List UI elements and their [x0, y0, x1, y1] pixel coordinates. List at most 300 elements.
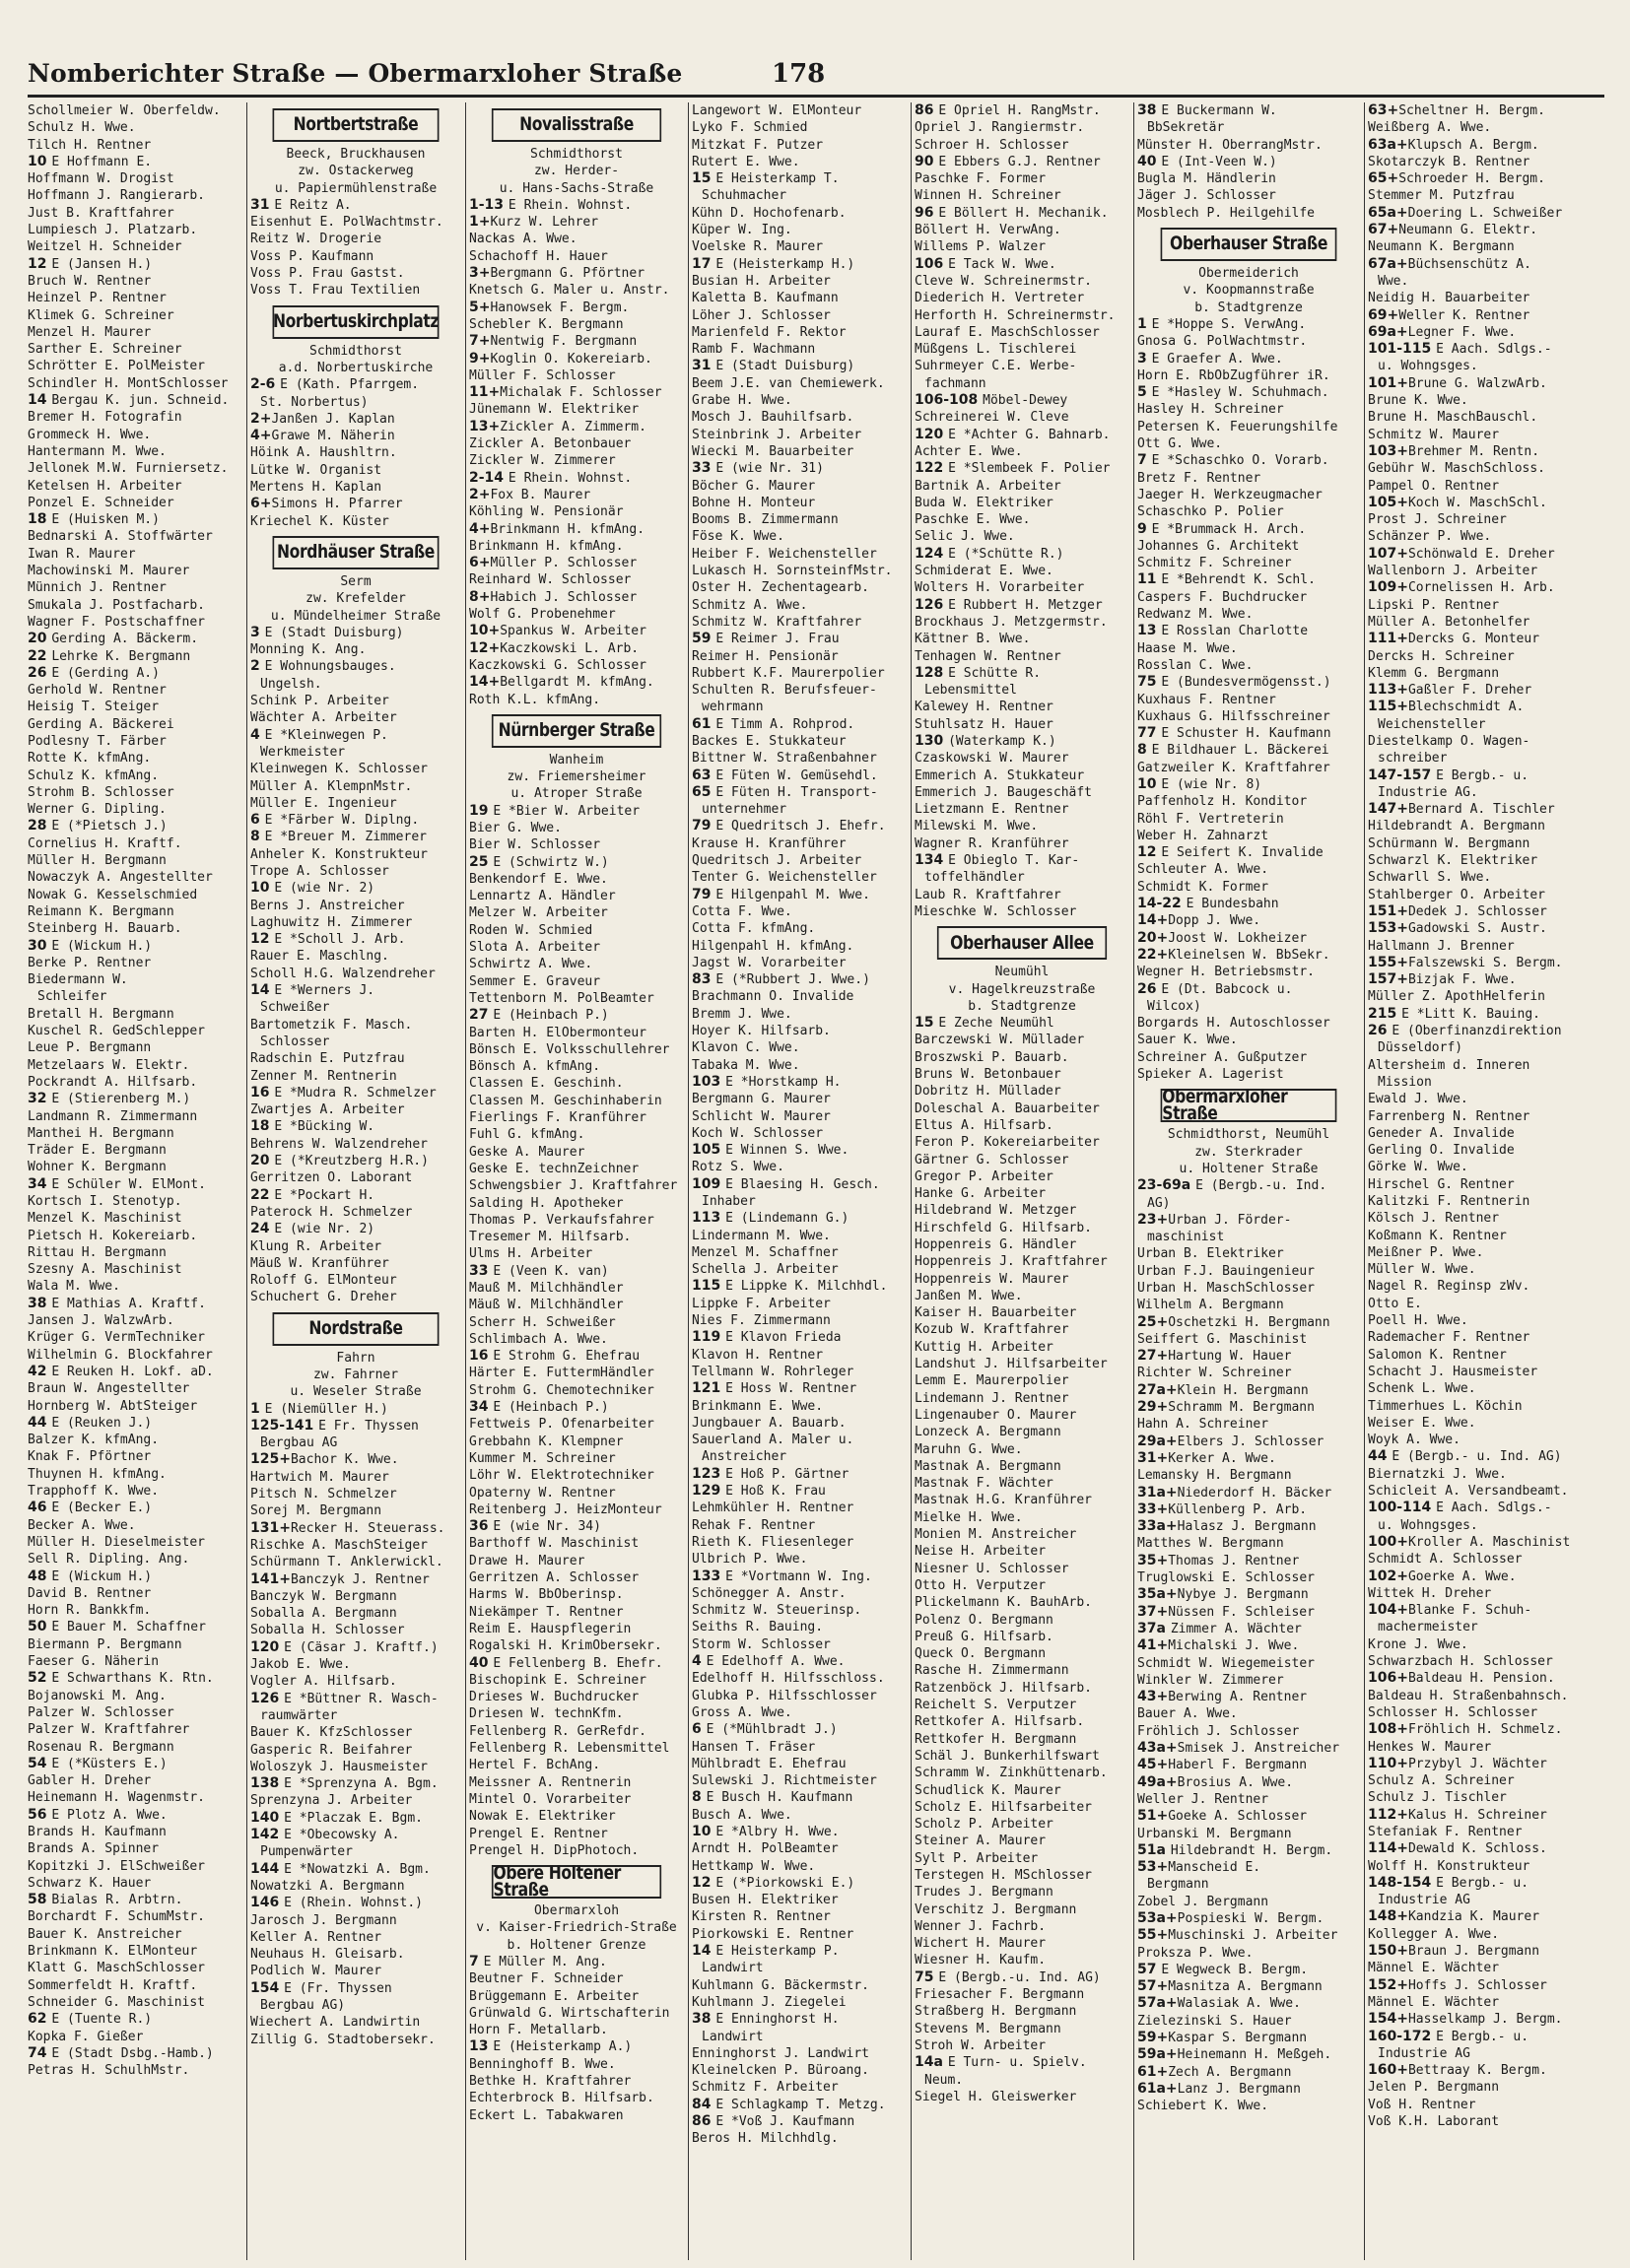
directory-entry: 69+Weller K. Rentner	[1368, 306, 1530, 323]
directory-entry: Klavon H. Rentner	[692, 1347, 824, 1363]
directory-entry: Barthoff W. Maschinist	[469, 1536, 640, 1552]
directory-entry: Gregor P. Arbeiter	[915, 1168, 1053, 1184]
directory-entry: Stefaniak F. Rentner	[1368, 1824, 1523, 1839]
directory-entry: Meissner A. Rentnerin	[469, 1774, 632, 1790]
directory-entry: Mieschke W. Schlosser	[915, 903, 1077, 919]
directory-entry: Bergbau AG)	[260, 1997, 346, 2013]
directory-entry: Schroer H. Schlosser	[915, 137, 1069, 153]
directory-columns	[28, 102, 1604, 2260]
directory-entry: Fellenberg R. Lebensmittel	[469, 1741, 670, 1757]
directory-entry: 35a+Nybye J. Bergmann	[1137, 1586, 1309, 1603]
street-location-note: u. Hans-Sachs-Straße	[499, 180, 654, 196]
directory-entry: Wilhelm A. Bergmann	[1137, 1298, 1284, 1313]
directory-entry: Podlesny T. Färber	[28, 733, 167, 749]
directory-entry: Matthes W. Bergmann	[1137, 1536, 1284, 1552]
directory-entry: 146 E (Rhein. Wohnst.)	[250, 1895, 423, 1911]
directory-entry: Reimann K. Bergmann	[28, 903, 174, 919]
directory-entry: Schmitz W. Steuerinsp.	[692, 1603, 862, 1619]
directory-entry: Rasche H. Zimmermann	[915, 1663, 1069, 1679]
directory-entry: Schlosser H. Schlosser	[1368, 1704, 1538, 1720]
directory-entry: Reinhard W. Schlosser	[469, 572, 632, 588]
directory-entry: Manthei H. Bergmann	[28, 1125, 174, 1141]
directory-entry: Prengel E. Rentner	[469, 1826, 608, 1841]
directory-entry: Brands H. Kaufmann	[28, 1824, 167, 1839]
directory-entry: Eckert L. Tabakwaren	[469, 2107, 624, 2123]
directory-entry: Heinzel P. Rentner	[28, 291, 167, 306]
directory-entry: 103 E *Horstkamp H.	[692, 1073, 842, 1090]
directory-entry: Gatzweiler K. Kraftfahrer	[1137, 760, 1330, 775]
directory-entry: 104+Blanke F. Schuh-	[1368, 1602, 1532, 1619]
directory-entry: Schollmeier W. Oberfeldw.	[28, 103, 221, 118]
directory-entry: Rettkofer H. Bergmann	[915, 1731, 1077, 1747]
directory-entry: 31 E (Stadt Duisburg)	[692, 358, 855, 374]
directory-entry: 52 E Schwarthans K. Rtn.	[28, 1670, 214, 1687]
page-number: 178	[772, 59, 826, 89]
directory-entry: 126 E *Büttner R. Wasch-	[250, 1690, 439, 1706]
directory-entry: Redwanz M. Wwe.	[1137, 607, 1254, 623]
directory-entry: Gerritzen O. Laborant	[250, 1170, 413, 1186]
directory-entry: Harms W. BbOberinsp.	[469, 1587, 624, 1603]
directory-entry: Grebbahn K. Klempner	[469, 1434, 624, 1449]
directory-entry: Schänzer P. Wwe.	[1368, 529, 1492, 545]
directory-entry: Niesner U. Schlosser	[915, 1561, 1069, 1576]
directory-entry: Wiecki M. Bauarbeiter	[692, 443, 854, 459]
directory-entry: Koßmann K. Rentner	[1368, 1228, 1507, 1243]
directory-entry: 1 E *Hoppe S. VerwAng.	[1137, 315, 1307, 332]
directory-entry: Sprenzyna J. Arbeiter	[250, 1793, 413, 1809]
street-location-note: a.d. Norbertuskirche	[278, 360, 434, 375]
directory-entry: 100+Kroller A. Maschinist	[1368, 1533, 1571, 1550]
directory-entry: Zenner M. Rentnerin	[250, 1068, 397, 1084]
directory-entry: Schneider G. Maschinist	[28, 1994, 206, 2010]
directory-entry: Kättner B. Wwe.	[915, 632, 1031, 647]
directory-entry: 123 E Hoß P. Gärtner	[692, 1465, 849, 1482]
directory-entry: Bischopink E. Schreiner	[469, 1672, 647, 1688]
directory-entry: 102+Goerke A. Wwe.	[1368, 1568, 1517, 1584]
directory-entry: Gerding A. Bäckerei	[28, 716, 174, 732]
directory-entry: Eltus A. Hilfsarb.	[915, 1117, 1053, 1133]
directory-entry: Schmiderat E. Wwe.	[915, 564, 1053, 579]
directory-entry: Kuhlmann G. Bäckermstr.	[692, 1977, 870, 1993]
page-title: Nomberichter Straße — Obermarxloher Straße	[28, 59, 683, 88]
directory-entry: 106-108 Möbel-Dewey	[915, 392, 1068, 409]
directory-entry: Menzel M. Schaffner	[692, 1244, 839, 1260]
directory-entry: Röhl F. Vertreterin	[1137, 811, 1284, 827]
directory-entry: Hildebrand W. Metzger	[915, 1203, 1077, 1219]
directory-entry: 48 E (Wickum H.)	[28, 1568, 153, 1584]
directory-entry: 69a+Legner F. Wwe.	[1368, 323, 1517, 340]
directory-entry: Paterock H. Schmelzer	[250, 1204, 413, 1220]
directory-entry: 101+Brune G. WalzwArb.	[1368, 374, 1547, 391]
directory-entry: Gerhold W. Rentner	[28, 683, 167, 699]
directory-entry: Horn F. Metallarb.	[469, 2023, 608, 2038]
directory-entry: Landshut J. Hilfsarbeiter	[915, 1357, 1108, 1372]
directory-entry: Knak F. Pförtner	[28, 1449, 152, 1465]
directory-entry: Salding H. Apotheker	[469, 1195, 624, 1211]
street-location-note: Schmidthorst, Neumühl	[1167, 1127, 1330, 1143]
directory-entry: Gerling O. Invalide	[1368, 1143, 1515, 1159]
directory-entry: Sommerfeldt H. Kraftf.	[28, 1977, 198, 1993]
directory-entry: Siegel H. Gleiswerker	[915, 2089, 1077, 2104]
directory-entry: u. Wohngsges.	[1378, 359, 1478, 374]
directory-entry: 59+Kaspar S. Bergmann	[1137, 2030, 1308, 2046]
directory-entry: Spieker A. Lagerist	[1137, 1067, 1284, 1083]
directory-entry: 4 E *Kleinwegen P.	[250, 726, 388, 743]
directory-entry: Schmidt A. Schlosser	[1368, 1552, 1523, 1568]
directory-entry: Klavon C. Wwe.	[692, 1040, 800, 1056]
directory-entry: Woloszyk J. Hausmeister	[250, 1759, 429, 1774]
directory-entry: 59 E Reimer J. Frau	[692, 631, 840, 647]
directory-entry: 151+Dedek J. Schlosser	[1368, 902, 1547, 919]
directory-entry: 65+Schroeder H. Bergm.	[1368, 170, 1545, 187]
street-location-note: Neumühl	[994, 965, 1050, 980]
directory-entry: Reichelt S. Verputzer	[915, 1698, 1077, 1713]
directory-entry: 36 E (wie Nr. 34)	[469, 1518, 601, 1535]
directory-entry: Proksza P. Wwe.	[1137, 1945, 1254, 1961]
directory-entry: Paschke E. Wwe.	[915, 512, 1031, 528]
directory-entry: Beros H. Milchhdlg.	[692, 2131, 839, 2147]
directory-entry: Booms B. Zimmermann	[692, 512, 839, 528]
directory-entry: Bojanowski M. Ang.	[28, 1688, 167, 1703]
directory-entry: 8 E Bildhauer L. Bäckerei	[1137, 742, 1329, 759]
directory-entry: Wagner R. Kranführer	[915, 835, 1069, 851]
column-divider	[1133, 102, 1134, 2260]
directory-entry: Neuhaus H. Gleisarb.	[250, 1947, 405, 1963]
directory-entry: Stemmer M. Putzfrau	[1368, 188, 1515, 204]
directory-entry: 120 E (Cäsar J. Kraftf.)	[250, 1638, 439, 1655]
directory-entry: Klatt G. MaschSchlosser	[28, 1961, 206, 1976]
directory-entry: Düsseldorf)	[1378, 1040, 1463, 1056]
directory-entry: 7+Nentwig F. Bergmann	[469, 333, 638, 350]
street-location-note: Beeck, Bruckhausen	[286, 147, 426, 162]
directory-entry: 14-22 E Bundesbahn	[1137, 896, 1279, 912]
directory-entry: Knetsch G. Maler u. Anstr.	[469, 283, 670, 299]
directory-entry: Hildebrandt A. Bergmann	[1368, 819, 1546, 834]
directory-entry: Müller Z. ApothHelferin	[1368, 989, 1546, 1005]
street-location-note: zw. Ostackerweg	[298, 164, 414, 179]
directory-entry: Seiffert G. Maschinist	[1137, 1331, 1308, 1347]
street-heading: Novalisstraße	[492, 108, 661, 142]
directory-entry: 61+Zech A. Bergmann	[1137, 2063, 1292, 2080]
directory-entry: 86 E *Voß J. Kaufmann	[692, 2113, 855, 2130]
directory-entry: Broszwski P. Bauarb.	[915, 1049, 1069, 1065]
directory-entry: Brune H. MaschBauschl.	[1368, 410, 1538, 426]
directory-entry: 22 Lehrke K. Bergmann	[28, 647, 191, 664]
directory-entry: Bethke H. Kraftfahrer	[469, 2074, 632, 2090]
directory-entry: 18 E *Bücking W.	[250, 1118, 375, 1135]
directory-entry: Schürmann W. Bergmann	[1368, 835, 1530, 851]
directory-entry: 148-154 E Bergb.- u.	[1368, 1874, 1529, 1891]
directory-entry: Tenhagen W. Rentner	[915, 648, 1061, 664]
directory-entry: Seiths R. Bauing.	[692, 1620, 824, 1635]
directory-entry: 4 E Edelhoff A. Wwe.	[692, 1653, 846, 1670]
directory-entry: Industrie AG.	[1378, 784, 1478, 800]
directory-entry: Inhaber	[702, 1194, 756, 1209]
directory-entry: Truglowski E. Schlosser	[1137, 1570, 1316, 1586]
directory-entry: Voelske R. Maurer	[692, 239, 824, 255]
directory-entry: 34 E (Heinbach P.)	[469, 1399, 609, 1416]
directory-entry: Semmer E. Graveur	[469, 973, 601, 989]
directory-entry: Paschke F. Former	[915, 171, 1047, 187]
directory-entry: 155+Falszewski S. Bergm.	[1368, 954, 1563, 970]
directory-entry: Schramm W. Zinkhüttenarb.	[915, 1766, 1108, 1781]
directory-entry: 6+Müller P. Schlosser	[469, 555, 638, 571]
directory-entry: Scholz E. Hilfsarbeiter	[915, 1799, 1093, 1815]
directory-entry: 6+Simons H. Pfarrer	[250, 496, 403, 512]
directory-entry: 13 E (Heisterkamp A.)	[469, 2038, 633, 2055]
directory-entry: 3 E Graefer A. Wwe.	[1137, 350, 1283, 367]
directory-entry: 77 E Schuster H. Kaufmann	[1137, 725, 1331, 742]
directory-entry: 67+Neumann G. Elektr.	[1368, 222, 1538, 238]
directory-entry: 28 E (*Pietsch J.)	[28, 818, 168, 834]
directory-entry: 109+Cornelissen H. Arb.	[1368, 579, 1555, 596]
directory-entry: Schmidt W. Wiegemeister	[1137, 1655, 1316, 1671]
directory-entry: Schulz K. kfmAng.	[28, 767, 160, 783]
directory-entry: 108+Fröhlich H. Schmelz.	[1368, 1721, 1563, 1738]
directory-entry: Machowinski M. Maurer	[28, 564, 190, 579]
directory-entry: St. Norbertus)	[260, 394, 369, 410]
directory-entry: Meißner P. Wwe.	[1368, 1244, 1484, 1260]
directory-entry: Cleve W. Schreinermstr.	[915, 273, 1093, 289]
directory-entry: Werkmeister	[260, 744, 346, 760]
directory-entry: Voss P. Frau Gastst.	[250, 266, 405, 282]
directory-entry: Böllert H. VerwAng.	[915, 223, 1061, 238]
directory-entry: Gärtner G. Schlosser	[915, 1152, 1069, 1167]
directory-entry: Bittner W. Straßenbahner	[692, 751, 877, 767]
directory-entry: 1 E (Niemüller H.)	[250, 1400, 388, 1417]
directory-entry: Lonzeck A. Bergmann	[915, 1425, 1061, 1440]
directory-entry: 61 E Timm A. Rohprod.	[692, 715, 855, 732]
directory-entry: Mauß M. Milchhändler	[469, 1281, 624, 1296]
directory-entry: Weißberg A. Wwe.	[1368, 120, 1492, 136]
directory-entry: Löher J. Schlosser	[692, 307, 831, 323]
directory-entry: Brockhaus J. Metzgermstr.	[915, 614, 1108, 630]
directory-entry: 61a+Lanz J. Bergmann	[1137, 2080, 1301, 2097]
directory-entry: 1+Kurz W. Lehrer	[469, 214, 599, 231]
directory-entry: 3+Bergmann G. Pförtner	[469, 265, 645, 282]
directory-entry: Voss P. Kaufmann	[250, 248, 374, 264]
directory-entry: Timmerhues L. Köchin	[1368, 1398, 1523, 1414]
directory-entry: Schwirtz A. Wwe.	[469, 957, 593, 972]
directory-entry: Tresemer M. Hilfsarb.	[469, 1230, 632, 1245]
directory-entry: 2 E Wohnungsbauges.	[250, 658, 396, 675]
street-heading: Obermarxloher Straße	[1161, 1089, 1337, 1122]
directory-entry: 79 E Hilgenpahl M. Wwe.	[692, 886, 870, 902]
directory-entry: 128 E Schütte R.	[915, 664, 1042, 681]
directory-entry: Brinkmann K. ElMonteur	[28, 1944, 198, 1960]
directory-entry: unternehmer	[702, 802, 787, 818]
directory-entry: 126 E Rubbert H. Metzger	[915, 596, 1103, 613]
directory-entry: Schicleit A. Versandbeamt.	[1368, 1484, 1569, 1500]
directory-entry: 9 E *Brummack H. Arch.	[1137, 520, 1307, 537]
directory-entry: 4+Brinkmann H. kfmAng.	[469, 520, 645, 537]
directory-entry: Classen E. Geschinh.	[469, 1076, 624, 1092]
street-location-note: u. Holtener Straße	[1179, 1161, 1319, 1176]
directory-entry: 113 E (Lindemann G.)	[692, 1210, 849, 1227]
directory-entry: Föse K. Wwe.	[692, 529, 784, 545]
directory-entry: Kuhlmann J. Ziegelei	[692, 1994, 847, 2010]
directory-entry: 14a E Turn- u. Spielv.	[915, 2054, 1087, 2071]
directory-entry: Krüger G. VermTechniker	[28, 1330, 206, 1346]
directory-entry: Jakob E. Wwe.	[250, 1657, 351, 1673]
directory-entry: 27+Hartung W. Hauer	[1137, 1348, 1292, 1365]
directory-entry: 100-114 E Aach. Sdlgs.-	[1368, 1500, 1552, 1516]
directory-entry: Strohm G. Chemotechniker	[469, 1382, 654, 1398]
directory-entry: Kleinelcken P. Büroang.	[692, 2063, 870, 2079]
directory-entry: 55+Muschinski J. Arbeiter	[1137, 1927, 1338, 1944]
directory-entry: Müller F. Schlosser	[469, 367, 616, 383]
directory-entry: Niekämper T. Rentner	[469, 1604, 624, 1620]
directory-entry: Terstegen H. MSchlosser	[915, 1867, 1093, 1883]
directory-entry: Bergmann G. Maurer	[692, 1092, 831, 1107]
directory-entry: Biermann P. Bergmann	[28, 1636, 182, 1652]
directory-entry: Wallenborn J. Arbeiter	[1368, 564, 1538, 579]
directory-entry: Neumann K. Bergmann	[1368, 239, 1515, 255]
directory-entry: Kühn D. Hochofenarb.	[692, 205, 847, 221]
directory-entry: Jünemann W. Elektriker	[469, 402, 640, 418]
directory-entry: 22 E *Pockart H.	[250, 1186, 375, 1203]
directory-entry: 31+Kerker A. Wwe.	[1137, 1449, 1276, 1466]
directory-entry: Balzer K. kfmAng.	[28, 1433, 160, 1448]
directory-entry: Oster H. Zechentagearb.	[692, 580, 870, 596]
directory-entry: Diederich H. Vertreter	[915, 291, 1085, 306]
street-location-note: zw. Sterkrader	[1194, 1144, 1303, 1160]
directory-entry: Cotta F. Wwe.	[692, 903, 792, 919]
directory-entry: 120 E *Achter G. Bahnarb.	[915, 426, 1111, 442]
directory-entry: Urban F.J. Bauingenieur	[1137, 1263, 1316, 1279]
directory-entry: Wala M. Wwe.	[28, 1279, 120, 1295]
directory-entry: Schreinerei W. Cleve	[915, 410, 1069, 426]
directory-entry: Steiner A. Maurer	[915, 1834, 1047, 1849]
directory-entry: Driesen W. technKfm.	[469, 1706, 624, 1722]
directory-entry: 22+Kleinelsen W. BbSekr.	[1137, 946, 1330, 963]
directory-entry: Altersheim d. Inneren	[1368, 1057, 1530, 1073]
directory-entry: Bier W. Schlosser	[469, 837, 601, 853]
directory-entry: Palzer W. Kraftfahrer	[28, 1722, 190, 1738]
directory-entry: 51a Hildebrandt H. Bergm.	[1137, 1841, 1333, 1858]
directory-entry: Schulten R. Berufsfeuer-	[692, 683, 877, 699]
directory-entry: fachmann	[924, 375, 986, 391]
directory-entry: Geske A. Maurer	[469, 1144, 585, 1160]
column-divider	[911, 102, 912, 2260]
directory-entry: Soballa A. Bergmann	[250, 1606, 397, 1622]
directory-entry: Willems P. Walzer	[915, 239, 1047, 255]
directory-entry: Herforth H. Schreinermstr.	[915, 307, 1116, 323]
directory-entry: Zickler W. Zimmerer	[469, 453, 616, 469]
directory-entry: raumwärter	[260, 1707, 338, 1723]
directory-entry: Diestelkamp O. Wagen-	[1368, 733, 1530, 749]
directory-entry: 122 E *Slembeek F. Polier	[915, 460, 1111, 477]
directory-entry: 2-6 E (Kath. Pfarrgem.	[250, 376, 420, 393]
directory-entry: Nagel R. Reginsp zWv.	[1368, 1279, 1530, 1295]
directory-entry: 26 E (Dt. Babcock u.	[1137, 980, 1293, 997]
directory-entry: 106 E Tack W. Wwe.	[915, 255, 1056, 272]
directory-entry: Wegner H. Betriebsmstr.	[1137, 965, 1316, 980]
directory-entry: Schreiner A. Gußputzer	[1137, 1049, 1308, 1065]
directory-entry: 11+Michalak F. Schlosser	[469, 384, 662, 401]
directory-entry: Cotta F. kfmAng.	[692, 921, 816, 937]
directory-entry: Schulz J. Tischler	[1368, 1790, 1507, 1806]
directory-entry: Mastnak F. Wächter	[915, 1476, 1053, 1492]
directory-entry: Hettkamp W. Wwe.	[692, 1858, 816, 1874]
directory-entry: 8 E Busch H. Kaufmann	[692, 1789, 853, 1806]
directory-entry: Lindermann M. Wwe.	[692, 1228, 831, 1243]
directory-entry: Schink P. Arbeiter	[250, 694, 389, 709]
street-heading: Nordhäuser Straße	[273, 536, 440, 569]
directory-entry: Monien M. Anstreicher	[915, 1527, 1077, 1543]
directory-entry: Mitzkat F. Putzer	[692, 137, 824, 153]
directory-entry: Hertel F. BchAng.	[469, 1758, 601, 1773]
directory-entry: Stahlberger O. Arbeiter	[1368, 887, 1546, 902]
directory-entry: Wolff H. Konstrukteur	[1368, 1858, 1530, 1874]
directory-entry: Eisenhut E. PolWachtmstr.	[250, 215, 443, 231]
directory-entry: 33+Küllenberg P. Arb.	[1137, 1501, 1308, 1517]
directory-entry: 160+Bettraay K. Bergm.	[1368, 2062, 1547, 2079]
directory-entry: 141+Banczyk J. Rentner	[250, 1570, 430, 1587]
directory-entry: 29+Schramm M. Bergmann	[1137, 1399, 1315, 1416]
directory-entry: Borchardt F. SchumMstr.	[28, 1909, 206, 1925]
directory-entry: Kölsch J. Rentner	[1368, 1211, 1500, 1227]
directory-entry: 125+Bachor K. Wwe.	[250, 1451, 399, 1468]
directory-entry: Polenz O. Bergmann	[915, 1612, 1053, 1628]
directory-entry: Otto E.	[1368, 1296, 1422, 1311]
directory-entry: Kalewey H. Rentner	[915, 700, 1053, 715]
directory-entry: Tabaka M. Wwe.	[692, 1057, 800, 1073]
directory-entry: Bremer H. Fotografin	[28, 410, 182, 426]
directory-entry: Tettenborn M. PolBeamter	[469, 990, 654, 1006]
directory-entry: 29a+Elbers J. Schlosser	[1137, 1433, 1324, 1449]
directory-entry: 38 E Enninghorst H.	[692, 2011, 840, 2028]
directory-entry: 138 E *Sprenzyna A. Bgm.	[250, 1775, 439, 1792]
directory-entry: Urbanski M. Bergmann	[1137, 1826, 1292, 1841]
directory-entry: 16 E *Mudra R. Schmelzer	[250, 1084, 437, 1101]
directory-entry: Trapphoff K. Wwe.	[28, 1484, 160, 1500]
directory-entry: Härter E. FuttermHändler	[469, 1366, 654, 1381]
directory-entry: Arndt H. PolBeamter	[692, 1841, 839, 1857]
directory-entry: Hoppenreis G. Händler	[915, 1237, 1077, 1252]
directory-entry: Wenner J. Fachrb.	[915, 1918, 1047, 1934]
directory-entry: Lemm E. Maurerpolier	[915, 1373, 1069, 1389]
directory-entry: Szesny A. Maschinist	[28, 1262, 182, 1278]
directory-entry: 106+Baldeau H. Pension.	[1368, 1670, 1555, 1687]
directory-entry: Rehak F. Rentner	[692, 1517, 816, 1533]
directory-entry: Schrötter E. PolMeister	[28, 359, 206, 374]
directory-entry: Müller A. KlempnMstr.	[250, 778, 413, 794]
directory-entry: Landmann R. Zimmermann	[28, 1108, 198, 1124]
directory-entry: Hallmann J. Brenner	[1368, 938, 1515, 954]
directory-entry: u. Wohngsges.	[1378, 1517, 1478, 1533]
directory-entry: Kuxhaus G. Hilfsschreiner	[1137, 708, 1330, 724]
directory-entry: 20+Joost W. Lokheizer	[1137, 929, 1308, 946]
directory-entry: 7 E Müller M. Ang.	[469, 1953, 607, 1969]
directory-entry: Hirschel G. Rentner	[1368, 1176, 1515, 1192]
directory-entry: Pockrandt A. Hilfsarb.	[28, 1074, 198, 1090]
directory-entry: Industrie AG	[1378, 2045, 1470, 2061]
street-location-note: b. Stadtgrenze	[1194, 300, 1303, 315]
directory-entry: Emmerich J. Baugeschäft	[915, 784, 1093, 800]
directory-entry: Bohne H. Monteur	[692, 495, 816, 510]
directory-entry: Wittek H. Dreher	[1368, 1585, 1492, 1601]
directory-entry: 130 (Waterkamp K.)	[915, 732, 1056, 749]
directory-entry: Bauer A. Wwe.	[1137, 1706, 1238, 1722]
directory-entry: Laub R. Kraftfahrer	[915, 887, 1061, 902]
page-header	[28, 55, 1604, 98]
directory-entry: Jarosch J. Bergmann	[250, 1912, 397, 1928]
directory-entry: Bartnik A. Arbeiter	[915, 478, 1061, 494]
directory-entry: Ketelsen H. Arbeiter	[28, 478, 182, 494]
directory-entry: Sell R. Dipling. Ang.	[28, 1552, 190, 1568]
directory-entry: 41+Michalski J. Wwe.	[1137, 1637, 1300, 1654]
